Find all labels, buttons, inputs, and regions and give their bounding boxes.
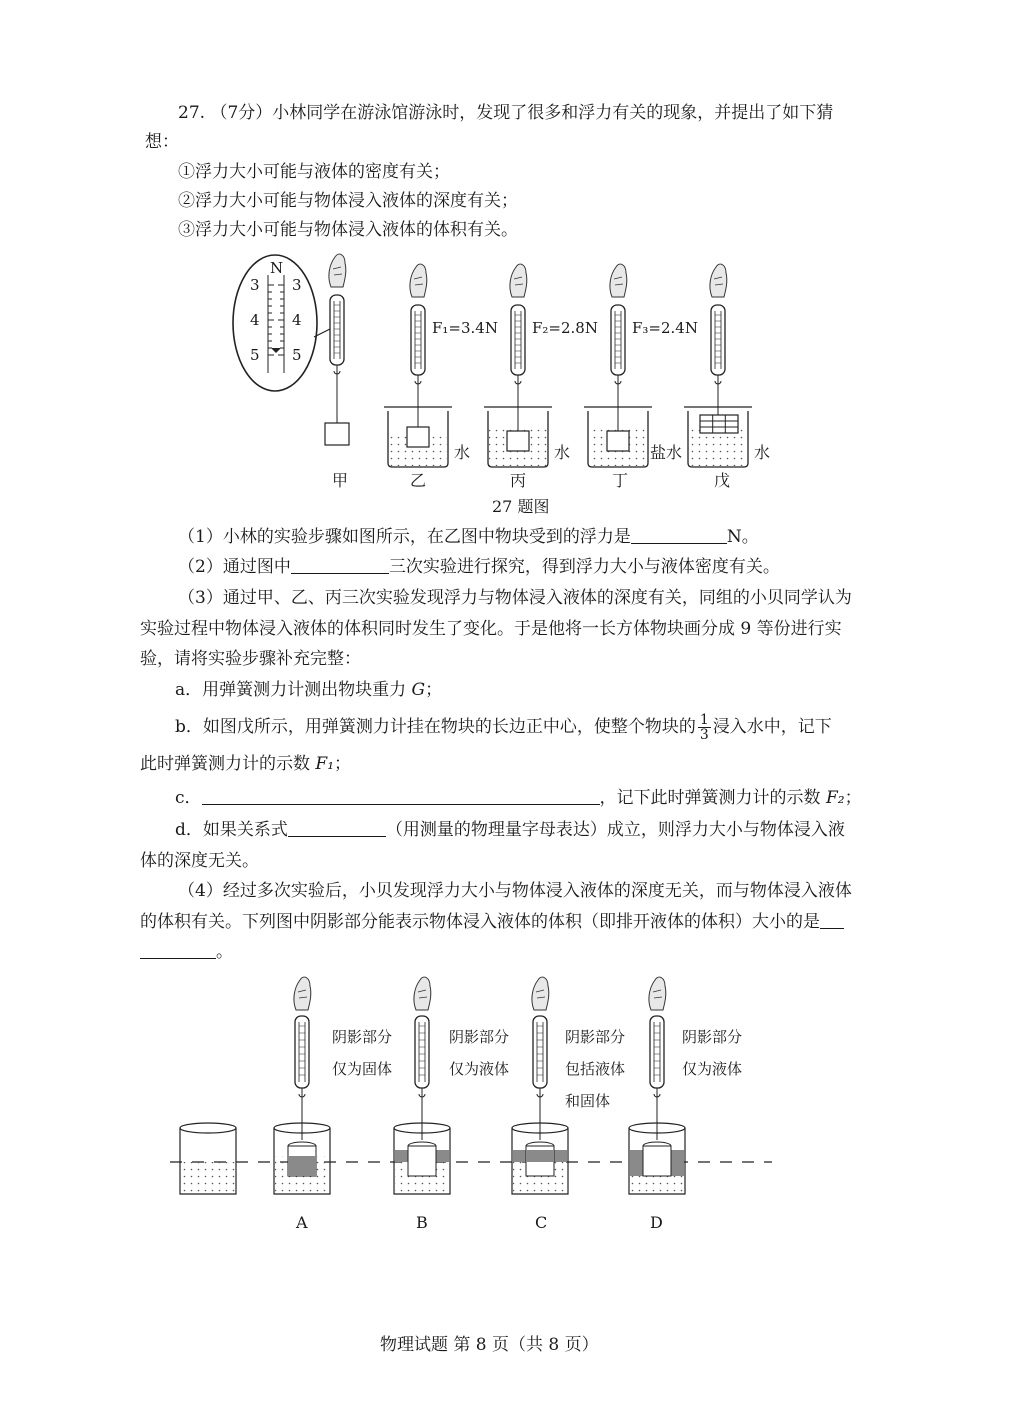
option-c-label: C: [535, 1213, 548, 1232]
liquid-label-yi: 水: [454, 443, 471, 462]
label-bing: 丙: [510, 471, 527, 490]
svg-text:4: 4: [292, 311, 302, 329]
question-stem: 27. （7分）小林同学在游泳馆游泳时，发现了很多和浮力有关的现象，并提出了如下猜: [178, 103, 834, 123]
svg-text:5: 5: [250, 346, 260, 364]
note-b-2: 仅为液体: [449, 1060, 510, 1078]
hypothesis-3: ③浮力大小可能与物体浸入液体的体积有关。: [178, 220, 518, 240]
part-4-line1: （4）经过多次实验后，小贝发现浮力大小与物体浸入液体的深度无关，而与物体浸入液体: [178, 881, 852, 901]
part-3-line3: 验，请将实验步骤补充完整：: [140, 649, 361, 669]
liquid-label-wu: 水: [754, 443, 771, 462]
svg-text:4: 4: [250, 311, 260, 329]
f3-reading: F₃=2.4N: [632, 319, 698, 337]
note-a-2: 仅为固体: [332, 1060, 393, 1078]
label-yi: 乙: [410, 471, 427, 490]
note-c-1: 阴影部分: [565, 1028, 626, 1046]
step-b: b．如图戊所示，用弹簧测力计挂在物块的长边正中心，使整个物块的 $\frac{1}{3}$ 浸入水中，记下: [175, 712, 832, 743]
part-3-line2: 实验过程中物体浸入液体的体积同时发生了变化。于是他将一长方体物块画分成 9 等份进行实: [140, 619, 842, 639]
part-4-line2: 的体积有关。下列图中阴影部分能表示物体浸入液体的体积（即排开液体的体积）大小的是: [140, 910, 844, 934]
option-a-label: A: [296, 1213, 308, 1232]
svg-text:3: 3: [292, 276, 302, 294]
part-3-line1: （3）通过甲、乙、丙三次实验发现浮力与物体浸入液体的深度有关，同组的小贝同学认为: [178, 588, 852, 608]
label-wu: 戊: [714, 471, 731, 490]
fraction-one-third: $\frac{1}{3}$: [699, 712, 709, 743]
figure-27: [220, 245, 800, 525]
answer-blank-2[interactable]: [291, 555, 389, 574]
step-a: a．用弹簧测力计测出物块重力 G；: [175, 680, 443, 700]
f1-reading: F₁=3.4N: [432, 319, 498, 337]
note-d-1: 阴影部分: [682, 1028, 743, 1046]
part-1: （1）小林的实验步骤如图所示，在乙图中物块受到的浮力是 N。: [178, 527, 759, 547]
figure-options: [160, 970, 800, 1240]
reference-beaker: [180, 1123, 236, 1194]
liquid-label-ding: 盐水: [650, 443, 683, 462]
note-a-1: 阴影部分: [332, 1028, 393, 1046]
liquid-label-bing: 水: [554, 443, 571, 462]
answer-blank-3[interactable]: [202, 786, 600, 805]
step-b-cont: 此时弹簧测力计的示数 F₁；: [140, 754, 352, 774]
zoom-scale: [233, 255, 330, 391]
answer-blank-1[interactable]: [631, 525, 727, 544]
note-c-3: 和固体: [565, 1092, 611, 1110]
step-c: c． ，记下此时弹簧测力计的示数 F₂；: [175, 788, 862, 808]
note-d-2: 仅为液体: [682, 1060, 743, 1078]
option-b-label: B: [416, 1213, 428, 1232]
step-d: d．如果关系式 （用测量的物理量字母表达）成立，则浮力大小与物体浸入液: [175, 820, 845, 840]
option-d-label: D: [650, 1213, 663, 1232]
answer-blank-5b[interactable]: [140, 940, 216, 959]
part-2: （2）通过图中 三次实验进行探究，得到浮力大小与液体密度有关。: [178, 557, 780, 577]
part-4-line3: 。: [140, 940, 233, 964]
label-jia: 甲: [332, 471, 349, 490]
hypothesis-1: ①浮力大小可能与液体的密度有关；: [178, 162, 450, 182]
svg-text:3: 3: [250, 276, 260, 294]
answer-blank-5a[interactable]: [820, 910, 844, 929]
question-stem-cont: 想：: [145, 132, 179, 152]
label-ding: 丁: [612, 471, 629, 490]
page-footer: 物理试题 第 8 页（共 8 页）: [380, 1335, 599, 1355]
f2-reading: F₂=2.8N: [532, 319, 598, 337]
figure-caption: 27 题图: [492, 497, 550, 516]
hypothesis-2: ②浮力大小可能与物体浸入液体的深度有关；: [178, 191, 518, 211]
unit-label: N: [270, 259, 284, 277]
step-d-cont: 体的深度无关。: [140, 851, 259, 871]
svg-text:5: 5: [292, 346, 302, 364]
note-c-2: 包括液体: [565, 1060, 626, 1078]
note-b-1: 阴影部分: [449, 1028, 510, 1046]
answer-blank-4[interactable]: [288, 818, 386, 837]
